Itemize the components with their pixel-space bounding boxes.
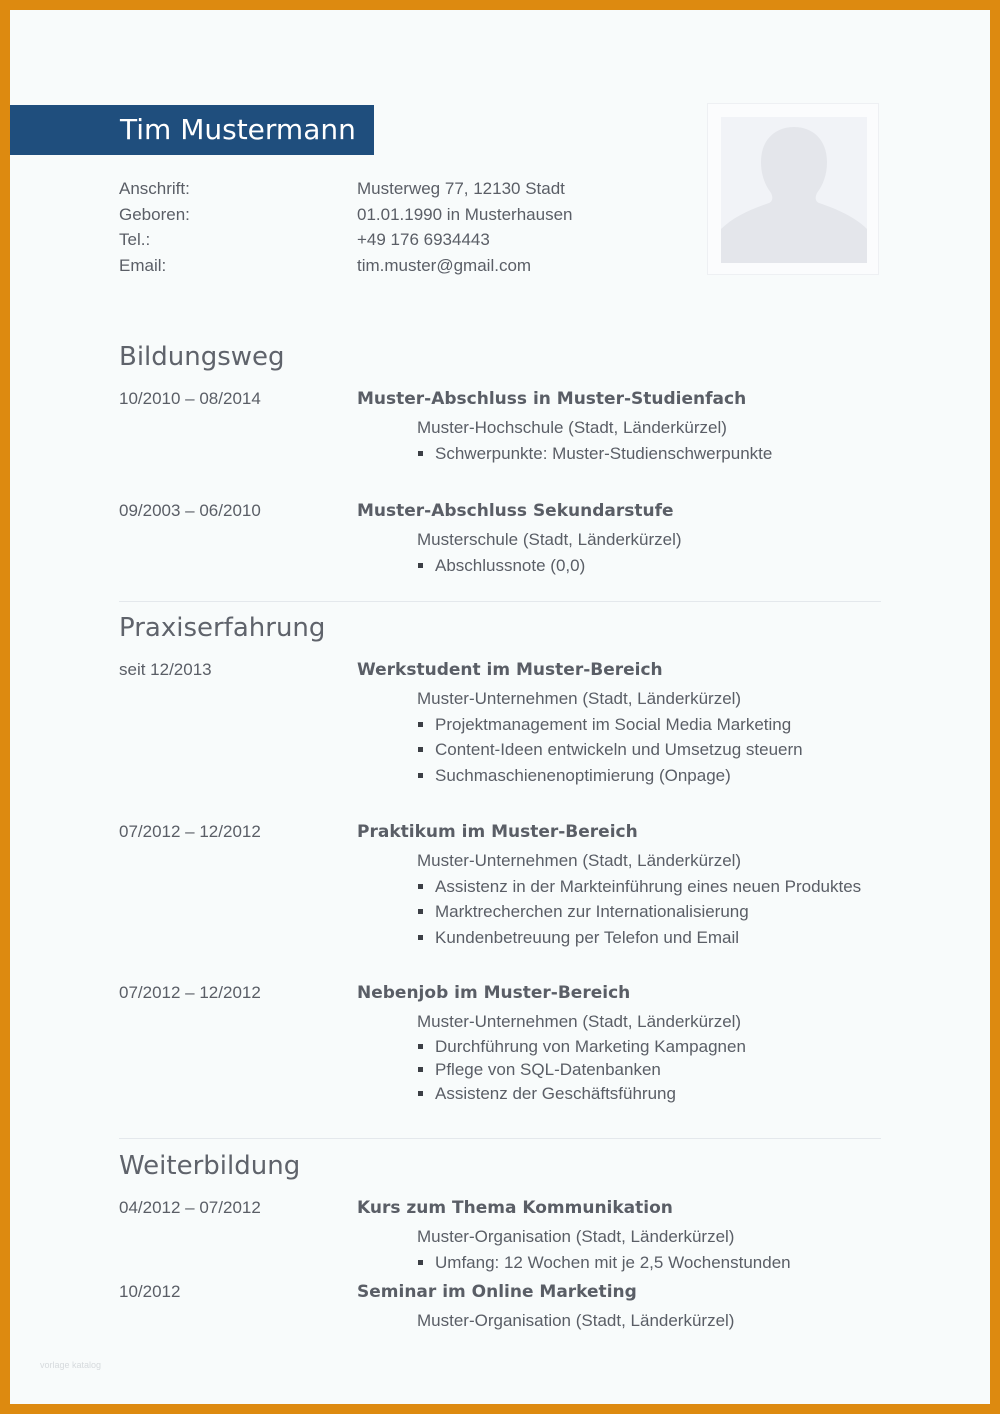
profile-photo xyxy=(721,117,867,263)
entry-bullets xyxy=(417,1250,791,1275)
list-item: Assistenz in der Markteinführung eines neuen Produktes xyxy=(417,874,861,899)
entry-date: 07/2012 – 12/2012 xyxy=(119,822,261,841)
entry-title: Muster-Abschluss in Muster-Studienfach xyxy=(357,389,747,409)
entry-title: Muster-Abschluss Sekundarstufe xyxy=(357,501,674,521)
address-label: Anschrift: xyxy=(119,179,190,198)
section-title-training: Weiterbildung xyxy=(119,1151,301,1181)
list-item: Schwerpunkte: Muster-Studienschwerpunkte xyxy=(417,441,772,466)
entry-title: Nebenjob im Muster-Bereich xyxy=(357,983,631,1003)
entry-date: 10/2012 xyxy=(119,1282,181,1301)
contact-row-phone xyxy=(119,227,573,253)
list-item: Marktrecherchen zur Internationalisierung xyxy=(417,899,861,924)
entry-bullets xyxy=(417,441,772,466)
entry-title: Kurs zum Thema Kommunikation xyxy=(357,1198,673,1218)
person-silhouette-icon xyxy=(721,117,867,263)
section-title-experience: Praxiserfahrung xyxy=(119,613,326,643)
entry-date: 04/2012 – 07/2012 xyxy=(119,1198,261,1217)
phone-label: Tel.: xyxy=(119,230,151,249)
entry-date: 10/2010 – 08/2014 xyxy=(119,389,261,408)
entry-bullets xyxy=(417,874,861,950)
address-value: Musterweg 77, 12130 Stadt xyxy=(357,179,565,198)
contact-row-address xyxy=(119,176,573,202)
entry-organization: Muster-Unternehmen (Stadt, Länderkürzel) xyxy=(417,851,742,870)
entry-organization: Muster-Organisation (Stadt, Länderkürzel) xyxy=(417,1311,735,1330)
entry-title: Werkstudent im Muster-Bereich xyxy=(357,660,663,680)
entry-date: 09/2003 – 06/2010 xyxy=(119,501,261,520)
name-banner: Tim Mustermann xyxy=(10,105,374,155)
phone-value: +49 176 6934443 xyxy=(357,230,490,249)
email-label: Email: xyxy=(119,255,167,275)
entry-date: 07/2012 – 12/2012 xyxy=(119,983,261,1002)
entry-bullets xyxy=(417,553,585,578)
contact-details xyxy=(119,176,573,278)
entry-organization: Muster-Unternehmen (Stadt, Länderkürzel) xyxy=(417,1012,742,1031)
section-divider xyxy=(119,601,881,602)
section-title-education: Bildungsweg xyxy=(119,342,285,372)
list-item: Projektmanagement im Social Media Marketing xyxy=(417,712,803,737)
list-item: Abschlussnote (0,0) xyxy=(417,553,585,578)
list-item: Umfang: 12 Wochen mit je 2,5 Wochenstunden xyxy=(417,1250,791,1275)
cv-page xyxy=(10,10,990,1404)
entry-title: Seminar im Online Marketing xyxy=(357,1282,637,1302)
list-item: Suchmaschienenoptimierung (Onpage) xyxy=(417,763,803,788)
list-item: Pflege von SQL-Datenbanken xyxy=(417,1058,746,1081)
entry-organization: Muster-Unternehmen (Stadt, Länderkürzel) xyxy=(417,689,742,708)
photo-frame xyxy=(707,103,879,275)
entry-date: seit 12/2013 xyxy=(119,660,212,679)
entry-organization: Muster-Hochschule (Stadt, Länderkürzel) xyxy=(417,418,727,437)
contact-row-email xyxy=(119,253,573,279)
list-item: Durchführung von Marketing Kampagnen xyxy=(417,1035,746,1058)
watermark: vorlage katalog xyxy=(40,1360,102,1370)
list-item: Content-Ideen entwickeln und Umsetzug steuern xyxy=(417,737,803,762)
email-value: tim.muster@gmail.com xyxy=(357,255,532,275)
birth-label: Geboren: xyxy=(119,204,190,224)
contact-row-birth xyxy=(119,202,573,228)
entry-title: Praktikum im Muster-Bereich xyxy=(357,822,638,842)
list-item: Assistenz der Geschäftsführung xyxy=(417,1082,746,1105)
birth-value: 01.01.1990 in Musterhausen xyxy=(357,204,573,224)
list-item: Kundenbetreuung per Telefon und Email xyxy=(417,925,861,950)
entry-organization: Muster-Organisation (Stadt, Länderkürzel) xyxy=(417,1227,735,1246)
entry-organization: Musterschule (Stadt, Länderkürzel) xyxy=(417,530,682,549)
entry-bullets xyxy=(417,1035,746,1105)
entry-bullets xyxy=(417,712,803,788)
section-divider xyxy=(119,1138,881,1139)
